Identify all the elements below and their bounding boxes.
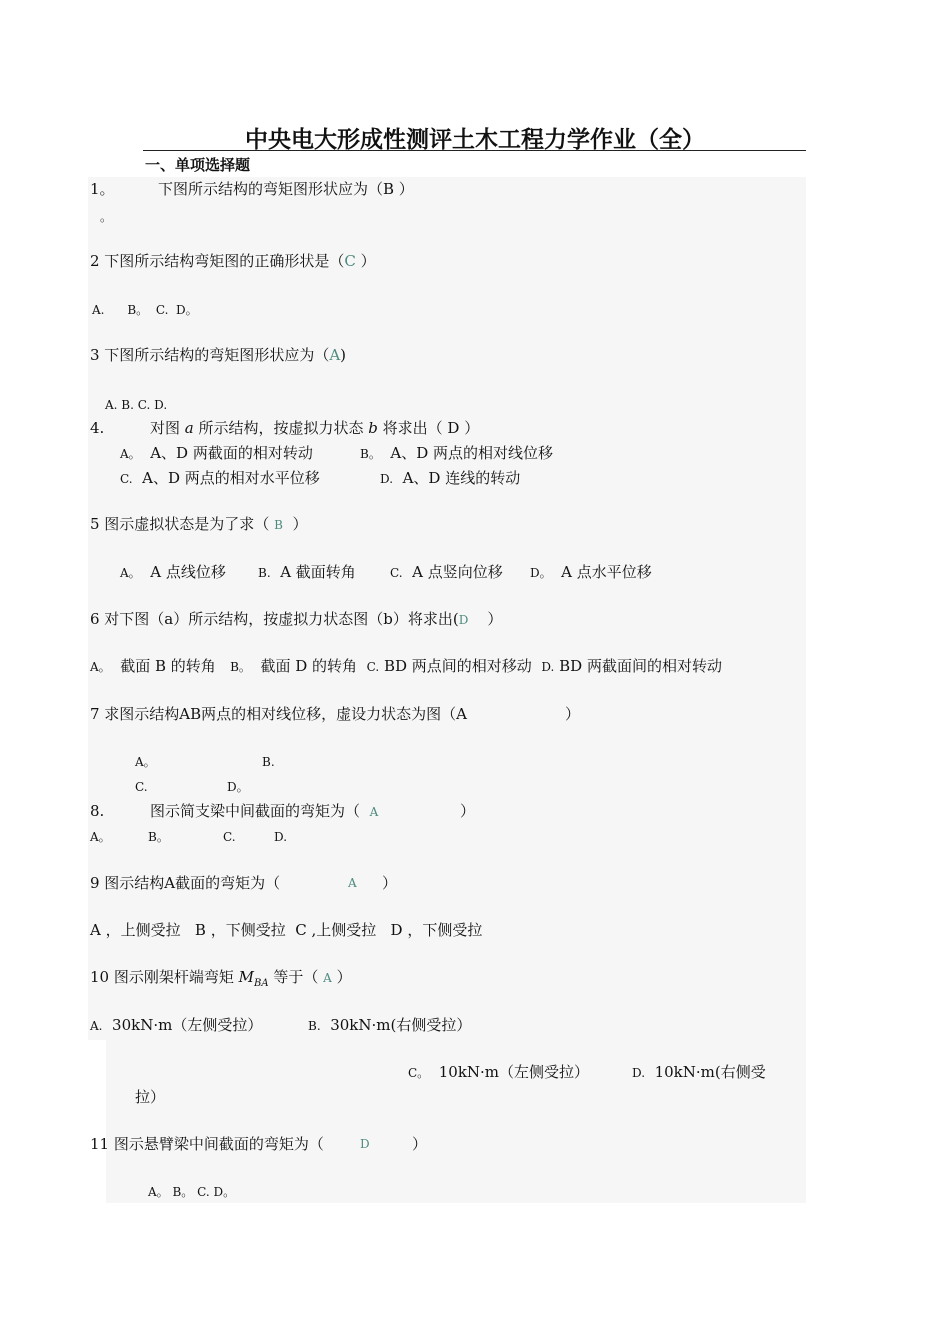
q5-a-text: A 点线位移	[150, 563, 226, 581]
q10-option-b	[308, 1015, 471, 1036]
q3-close: )	[340, 346, 347, 364]
title-underline	[143, 150, 806, 151]
q5-answer: B	[274, 518, 283, 532]
q4-c-text: A、D 两点的相对水平位移	[142, 469, 320, 487]
q10-text: 10 图示刚架杆端弯矩	[90, 968, 239, 986]
content-shade	[88, 177, 806, 1203]
q4-option-a	[120, 443, 313, 464]
q8-text: 图示简支梁中间截面的弯矩为（	[150, 802, 361, 820]
q11-close: ）	[412, 1135, 428, 1153]
q8-option-d: D.	[274, 830, 288, 844]
q4-option-b	[360, 443, 553, 464]
q11-text: 11 图示悬臂梁中间截面的弯矩为（	[90, 1135, 324, 1153]
q10-c-label: C。	[408, 1066, 430, 1080]
q4-a-text: A、D 两截面的相对转动	[150, 444, 313, 462]
q8-answer: A	[369, 805, 379, 819]
q5-a-label: A。	[120, 566, 141, 580]
q4-var-a: a	[184, 419, 194, 437]
q4-d-text: A、D 连线的转动	[402, 469, 521, 487]
section-heading: 一、单项选择题	[145, 156, 251, 174]
q10-b-label: B.	[308, 1019, 321, 1033]
q4-number: 4.	[90, 419, 105, 437]
q4-option-c	[120, 468, 320, 489]
q6-a-text: 截面 B 的转角	[120, 657, 216, 675]
q9-answer: A	[348, 876, 357, 890]
q2-close: ）	[360, 252, 376, 270]
q6-close: ）	[487, 610, 503, 628]
q5-text: 5 图示虚拟状态是为了求（	[90, 515, 270, 533]
q6-answer: D	[458, 613, 469, 627]
q10-text2: 等于（	[268, 968, 319, 986]
q6-d-text: BD 两截面间的相对转动	[559, 657, 722, 675]
shade-notch	[88, 1040, 106, 1203]
q4-text-pre: 对图	[150, 419, 185, 437]
q8-close: ）	[460, 802, 476, 820]
q10-a-label: A.	[90, 1019, 103, 1033]
q6-b-text: 截面 D 的转角	[260, 657, 358, 675]
q3-text: 3 下图所示结构的弯矩图形状应为（	[90, 346, 330, 364]
q7-option-b: B.	[262, 755, 275, 769]
q4-question	[150, 418, 479, 438]
q5-c-text: A 点竖向位移	[412, 563, 503, 581]
q8-number: 8.	[90, 802, 105, 820]
q5-d-text: A 点水平位移	[561, 563, 652, 581]
q5-b-label: B.	[258, 566, 271, 580]
q6-text: 6 对下图（a）所示结构，按虚拟力状态图（b）将求出(	[90, 610, 459, 628]
q4-option-d	[380, 468, 520, 489]
q1-number: 1。	[90, 180, 115, 198]
q3-question	[90, 345, 346, 365]
q10-option-c	[408, 1062, 589, 1083]
q2-text: 2 下图所示结构弯矩图的正确形状是（	[90, 252, 345, 270]
q10-option-d-wrap: 拉）	[135, 1088, 166, 1106]
q1-tail: 。	[100, 210, 113, 224]
q2-answer: C	[344, 252, 356, 270]
q5-b-text: A 截面转角	[280, 563, 356, 581]
q7-close: ）	[565, 705, 581, 723]
page-title: 中央电大形成性测评土木工程力学作业（全）	[245, 127, 705, 153]
q8-question	[150, 801, 378, 822]
q3-options: A. B. C. D.	[105, 398, 168, 412]
q8-option-c: C.	[223, 830, 236, 844]
q9-close: ）	[382, 874, 398, 892]
q4-b-label: B。	[360, 447, 381, 461]
q6-b-label: B。	[230, 660, 251, 674]
q11-options: A。 B。 C. D。	[148, 1185, 236, 1199]
q4-c-label: C.	[120, 472, 133, 486]
q10-symbol: M	[238, 968, 254, 986]
q6-a-label: A。	[90, 660, 111, 674]
q5-close: ）	[292, 515, 308, 533]
q4-d-label: D.	[380, 472, 394, 486]
q4-a-label: A。	[120, 447, 141, 461]
q2-options: A. B。 C. D。	[92, 303, 198, 317]
q6-c-text: BD 两点间的相对移动	[383, 657, 532, 675]
q7-option-c: C.	[135, 780, 148, 794]
q6-question	[90, 609, 502, 630]
q5-option-d	[530, 562, 652, 583]
q9-options: A ，上侧受拉 B ，下侧受拉 C ,上侧受拉 D ，下侧受拉	[90, 921, 483, 939]
q10-d-text: 10kN·m(右侧受	[654, 1063, 766, 1081]
q10-subscript: BA	[253, 978, 269, 989]
q10-b-text: 30kN·m(右侧受拉）	[330, 1016, 472, 1034]
q1-text: 下图所示结构的弯矩图形状应为（B ）	[158, 180, 414, 198]
q7-text: 7 求图示结构AB两点的相对线位移，虚设力状态为图（A	[90, 705, 468, 723]
q10-a-text: 30kN·m（左侧受拉）	[112, 1016, 263, 1034]
q8-option-b: B。	[148, 830, 169, 844]
q9-text: 9 图示结构A截面的弯矩为（	[90, 874, 281, 892]
q4-b-text: A、D 两点的相对线位移	[390, 444, 554, 462]
q5-question	[90, 514, 308, 535]
q10-option-d	[632, 1062, 766, 1083]
q6-options	[90, 656, 722, 677]
q5-option-b	[258, 562, 356, 583]
q3-answer: A	[329, 346, 341, 364]
q10-c-text: 10kN·m（左侧受拉）	[438, 1063, 590, 1081]
q5-d-label: D。	[530, 566, 552, 580]
q4-text-post: 将求出（ D ）	[377, 419, 480, 437]
q11-answer: D	[360, 1137, 370, 1151]
q10-question	[90, 967, 352, 994]
q4-var-b: b	[368, 419, 378, 437]
q10-close: ）	[336, 968, 352, 986]
q6-d-label: D.	[541, 660, 555, 674]
q7-option-a: A。	[135, 755, 156, 769]
q8-option-a: A。	[90, 830, 111, 844]
q10-d-label: D.	[632, 1066, 646, 1080]
q6-c-label: C.	[366, 660, 380, 674]
q2-question	[90, 251, 376, 271]
q10-option-a	[90, 1015, 262, 1036]
q5-option-a	[120, 562, 226, 583]
q4-text-mid: 所示结构，按虚拟力状态	[193, 419, 369, 437]
q5-c-label: C.	[390, 566, 403, 580]
q10-answer: A	[323, 971, 332, 985]
q7-option-d: D。	[227, 780, 249, 794]
q5-option-c	[390, 562, 503, 583]
